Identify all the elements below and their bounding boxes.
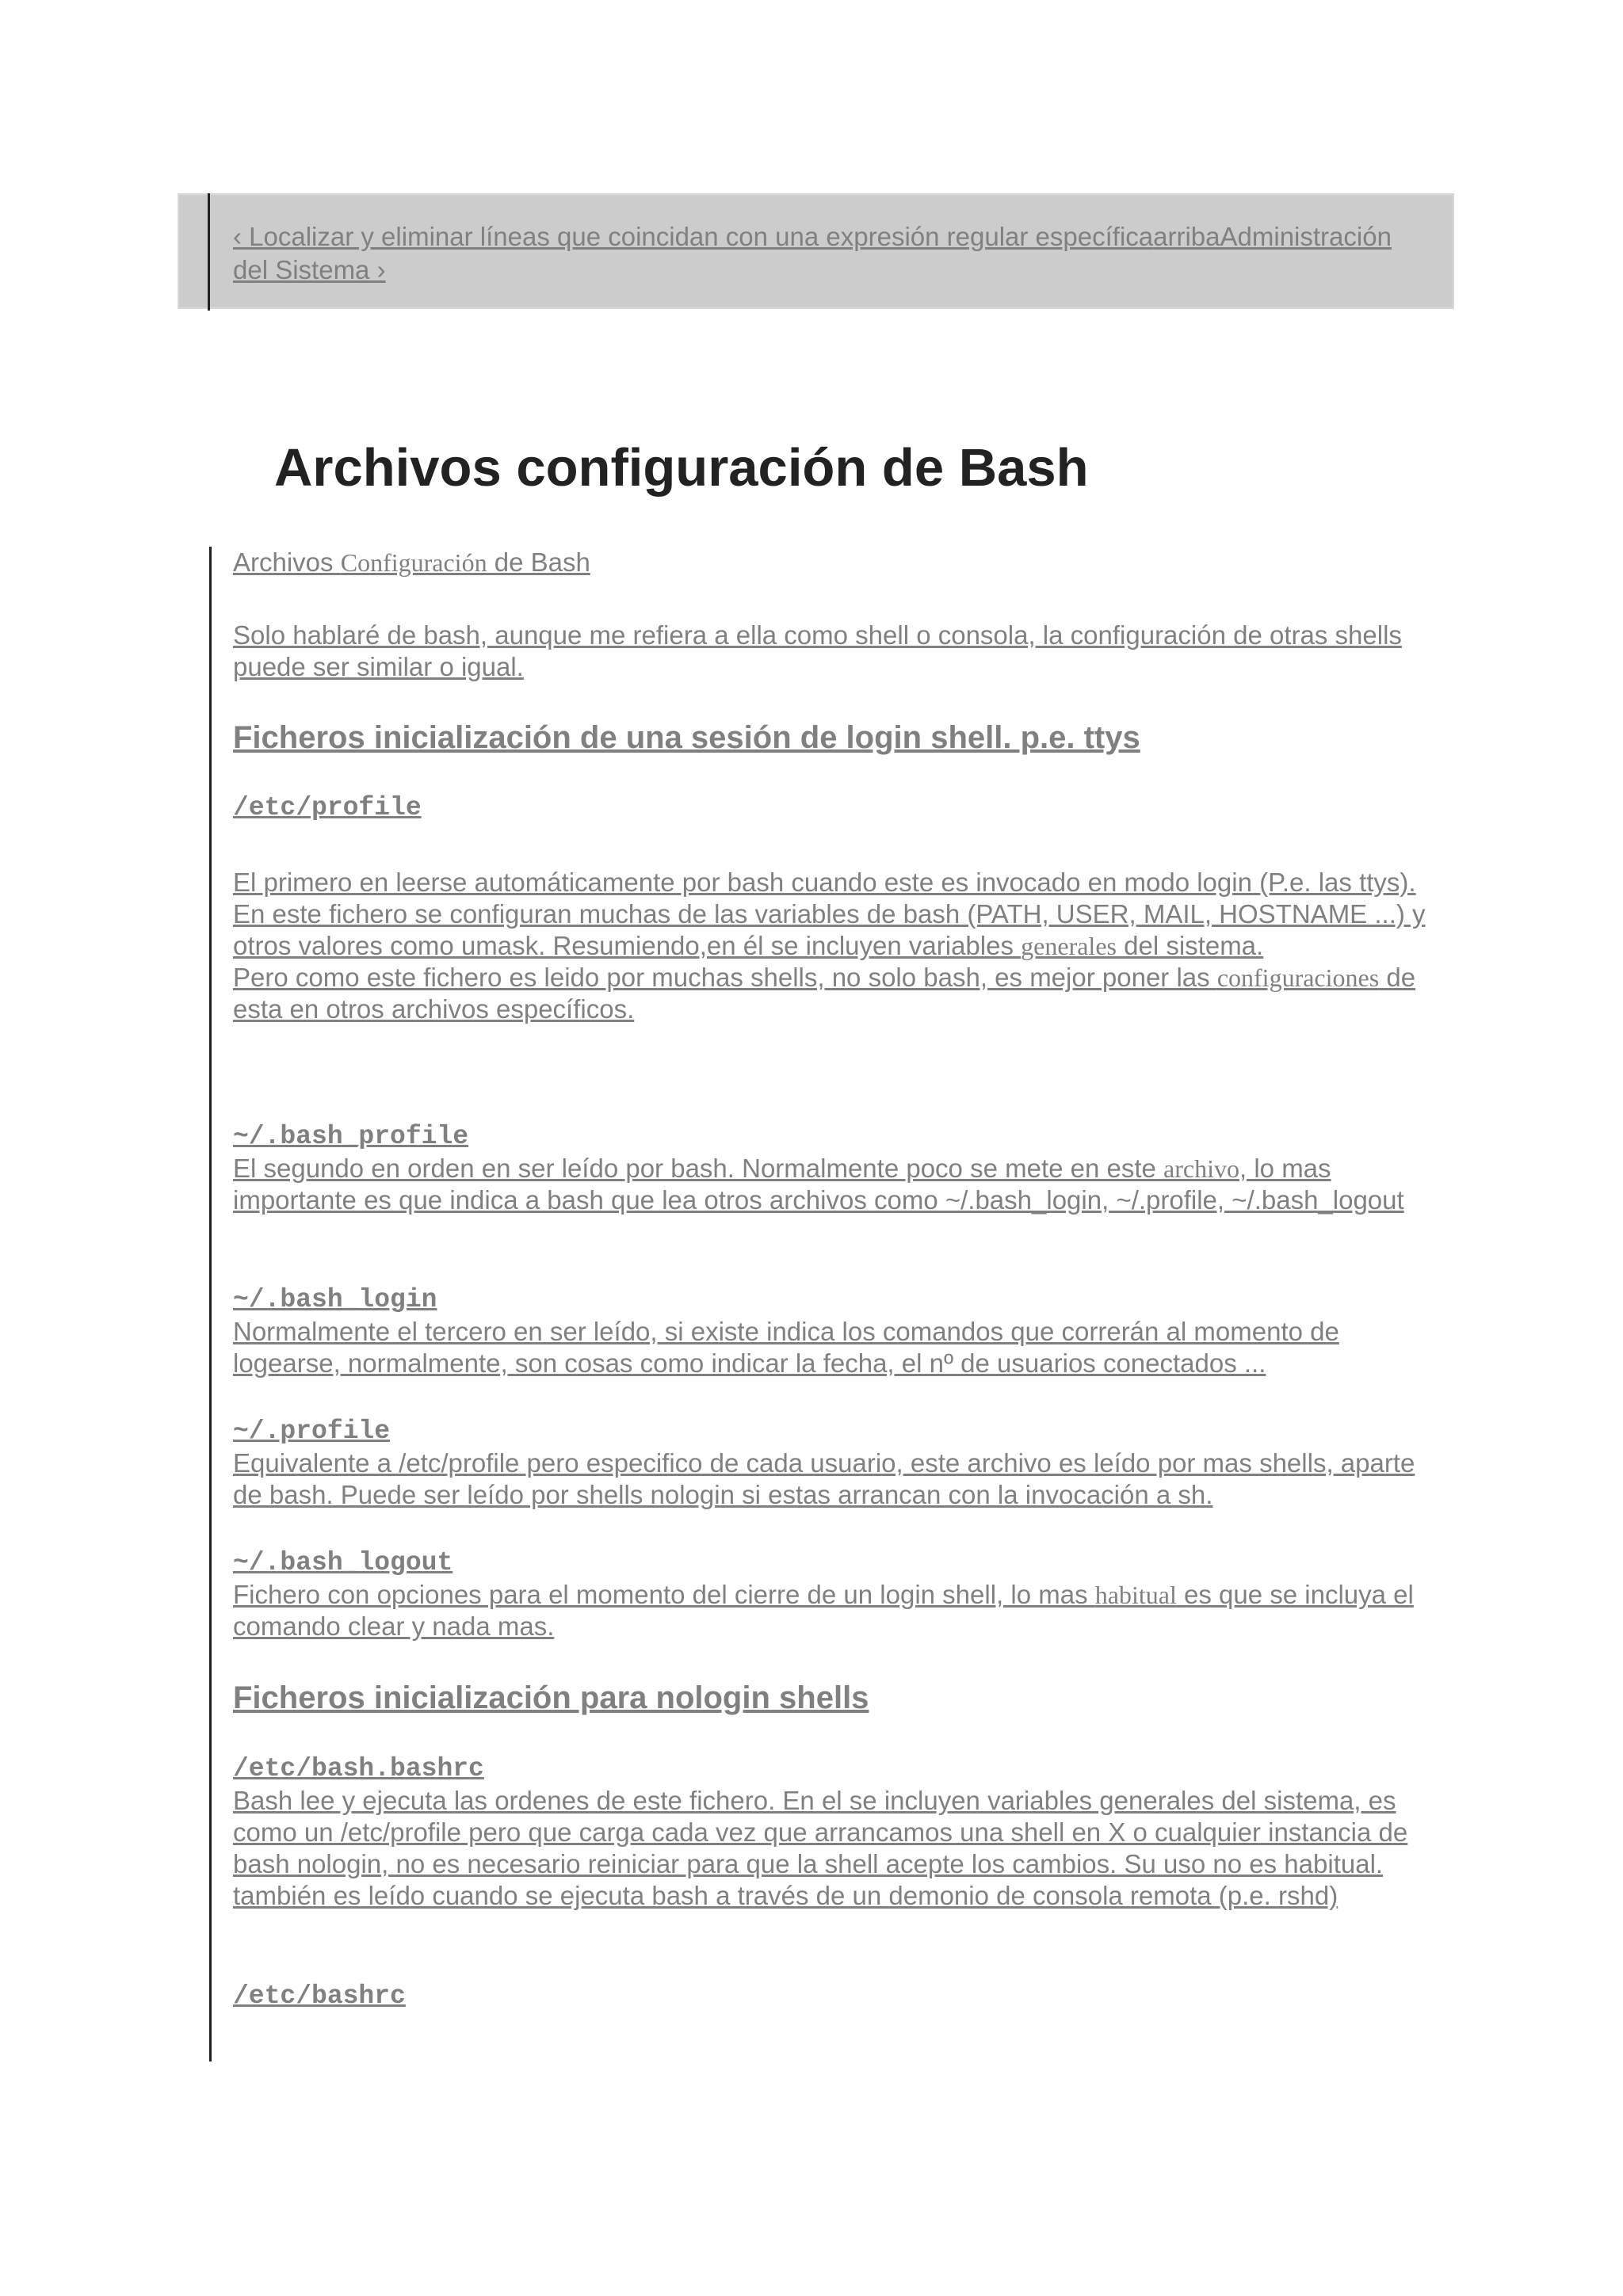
- intro-heading[interactable]: [233, 547, 1438, 578]
- next-page-link[interactable]: Administración del Sistema ›: [233, 222, 1392, 284]
- etc-bash-bashrc-p1[interactable]: Bash lee y ejecuta las ordenes de este fichero. En el se incluyen variables generales del sistema, es como un /etc/profile pero que carga cada vez que arrancamos una shell en X o cualquier instancia de bash nologin, no es necesario reiniciar para que la shell acepte los cambios. Su uso no es habitual.: [233, 1786, 1408, 1878]
- file-name-profile[interactable]: ~/.profile: [233, 1417, 391, 1446]
- up-link[interactable]: arriba: [1153, 222, 1220, 251]
- profile-block[interactable]: [233, 1413, 1438, 1511]
- file-name-etc-bashrc[interactable]: [233, 1981, 1438, 2012]
- etc-profile-p2-end[interactable]: del sistema.: [1116, 931, 1264, 960]
- bash-profile-serif[interactable]: archivo: [1163, 1154, 1239, 1183]
- section-heading-text[interactable]: Ficheros inicialización para nologin shells: [233, 1680, 869, 1715]
- file-name-text[interactable]: /etc/bashrc: [233, 1981, 406, 2011]
- intro-heading-part[interactable]: Configuración: [340, 548, 487, 577]
- bash-profile-text[interactable]: El segundo en orden en ser leído por bash. Normalmente poco se mete en este: [233, 1154, 1164, 1183]
- previous-page-link[interactable]: ‹ Localizar y eliminar líneas que coincidan con una expresión regular específica: [233, 222, 1154, 251]
- etc-profile-description[interactable]: [233, 867, 1438, 1025]
- file-name-bash-login[interactable]: ~/.bash_login: [233, 1285, 437, 1314]
- book-navigation-links: [233, 220, 1406, 287]
- intro-paragraph-text[interactable]: Solo hablaré de bash, aunque me refiera a ella como shell o consola, la configuración de otras shells puede ser similar o igual.: [233, 620, 1402, 681]
- bash-login-text[interactable]: Normalmente el tercero en ser leído, si existe indica los comandos que correrán al momento de logearse, normalmente, son cosas como indicar la fecha, el nº de usuarios conectados ...: [233, 1317, 1339, 1378]
- file-name-etc-profile[interactable]: [233, 792, 1438, 824]
- etc-profile-p2-serif[interactable]: generales: [1021, 932, 1117, 960]
- profile-text[interactable]: Equivalente a /etc/profile pero especifico de cada usuario, este archivo es leído por mas shells, aparte de bash. Puede ser leído por shells nologin si estas arrancan con la invocación a sh.: [233, 1448, 1415, 1509]
- section-heading-login-shell[interactable]: [233, 718, 1438, 757]
- file-name-bash-profile[interactable]: ~/.bash_profile: [233, 1122, 469, 1151]
- etc-profile-p3-end[interactable]: de esta en otros archivos específicos.: [233, 963, 1416, 1024]
- navigation-rule: [208, 193, 210, 311]
- etc-bash-bashrc-block[interactable]: [233, 1751, 1438, 1912]
- etc-profile-p1[interactable]: El primero en leerse automáticamente por bash cuando este es invocado en modo login (P.e. las ttys).: [233, 868, 1416, 897]
- page-title: Archivos configuración de Bash: [274, 438, 1089, 498]
- bash-logout-text-end[interactable]: es que se incluya el comando clear y nada mas.: [233, 1580, 1414, 1641]
- section-heading-text[interactable]: Ficheros inicialización de una sesión de login shell. p.e. ttys: [233, 720, 1140, 755]
- bash-logout-serif[interactable]: habitual: [1094, 1581, 1177, 1609]
- bash-login-block[interactable]: [233, 1282, 1438, 1379]
- intro-heading-part[interactable]: Archivos: [233, 547, 341, 577]
- etc-profile-p3[interactable]: Pero como este fichero es leido por muchas shells, no solo bash, es mejor poner las: [233, 963, 1217, 992]
- etc-profile-p2[interactable]: En este fichero se configuran muchas de las variables de bash (PATH, USER, MAIL, HOSTNAME ...) y otros valores como umask. Resumiendo,en él se incluyen variables: [233, 899, 1426, 960]
- intro-heading-part[interactable]: de Bash: [487, 547, 590, 577]
- section-heading-nologin[interactable]: [233, 1678, 1438, 1718]
- bash-logout-block[interactable]: [233, 1545, 1438, 1642]
- file-name-bash-logout[interactable]: ~/.bash_logout: [233, 1548, 453, 1577]
- etc-profile-p3-serif[interactable]: configuraciones: [1216, 963, 1380, 992]
- etc-bash-bashrc-p2[interactable]: también es leído cuando se ejecuta bash a través de un demonio de consola remota (p.e. rshd): [233, 1881, 1338, 1910]
- file-name-text[interactable]: /etc/profile: [233, 793, 422, 822]
- bash-profile-text-end[interactable]: , lo mas importante es que indica a bash que lea otros archivos como ~/.bash_login, ~/.profile, ~/.bash_logout: [233, 1154, 1404, 1215]
- content-rule: [209, 547, 212, 2061]
- intro-paragraph[interactable]: [233, 620, 1438, 683]
- bash-logout-text[interactable]: Fichero con opciones para el momento del cierre de un login shell, lo mas: [233, 1580, 1095, 1609]
- bash-profile-block[interactable]: [233, 1119, 1438, 1216]
- file-name-etc-bash-bashrc[interactable]: /etc/bash.bashrc: [233, 1754, 484, 1783]
